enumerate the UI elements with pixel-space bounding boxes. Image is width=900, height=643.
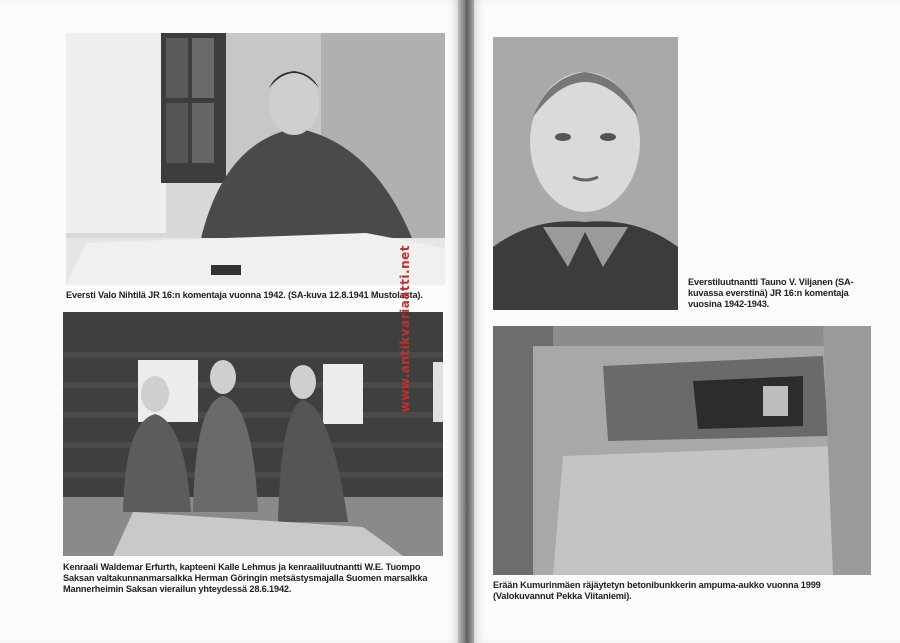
photo2-caption: Everstiluutnantti Tauno V. Viljanen (SA-kuvassa everstinä) JR 16:n komentaja vuosina 1942-1943. <box>688 277 854 309</box>
book-gutter <box>458 0 474 643</box>
photo-officer-at-desk <box>66 33 445 285</box>
photo-bunker <box>493 326 871 575</box>
photo-portrait <box>493 37 678 310</box>
photo4-caption: Erään Kumurinmäen räjäytetyn betonibunkkerin ampuma-aukko vuonna 1999 (Valokuvannut Pekka Viitaniemi). <box>493 580 821 601</box>
watermark-text: www.antikvariaatti.net <box>398 245 412 413</box>
photo1-caption: Eversti Valo Nihtilä JR 16:n komentaja vuonna 1942. (SA-kuva 12.8.1941 Mustolasta). <box>66 290 423 300</box>
photo3-caption: Kenraali Waldemar Erfurth, kapteeni Kalle Lehmus ja kenraaliluutnantti W.E. Tuompo Saksan valtakunnanmarsalkka Herman Göringin metsästysmajalla Suomen marsalkka Mannerheimin Saksan vierailun yhteydessä 28.6.1942. <box>63 562 428 594</box>
photo-three-officers <box>63 312 443 556</box>
